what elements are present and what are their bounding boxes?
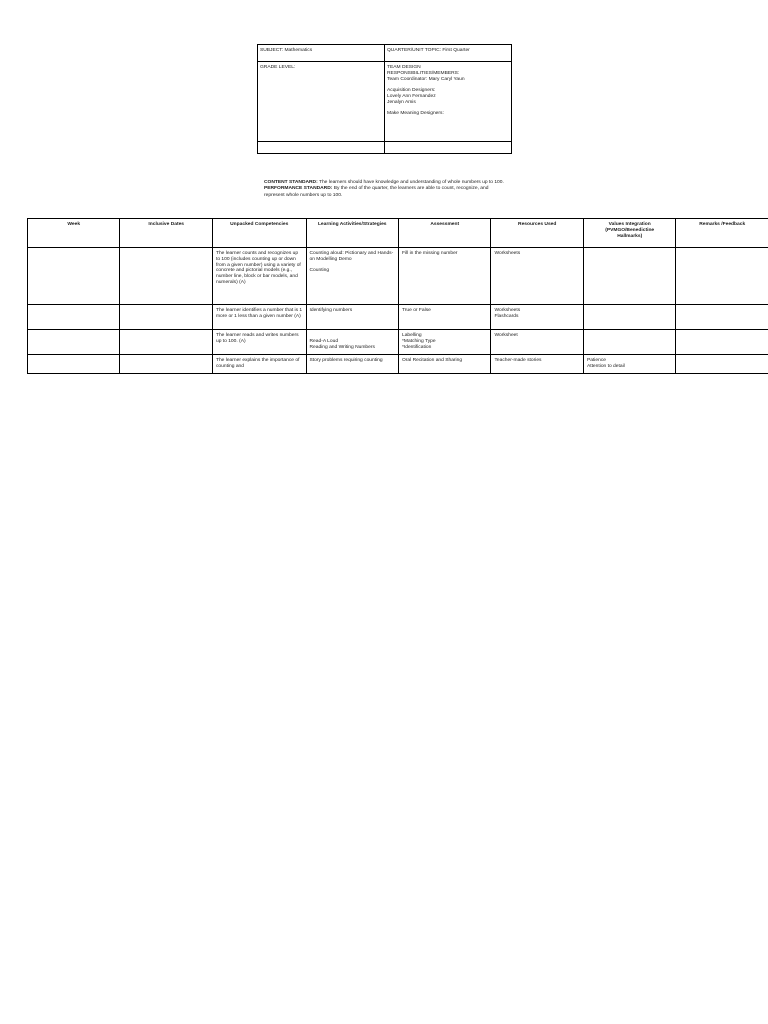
table-cell: Read-A Loud Reading and Writing Numbers [306,330,398,355]
table-cell [583,305,675,330]
table-cell [120,305,212,330]
curriculum-map-table [27,218,768,374]
table-header-row [28,219,768,248]
table-cell: The learner reads and writes numbers up to 100. (A) [212,330,306,355]
table-cell: The learner explains the importance of counting and [212,355,306,374]
table-cell: Oral Recitation and Sharing [398,355,490,374]
table-cell: Worksheets Flashcards [491,305,583,330]
table-cell [676,330,768,355]
table-row [28,305,768,330]
table-cell: The learner identifies a number that is 1 more or 1 less than a given number (A) [212,305,306,330]
header-inclusive-dates: Inclusive Dates [120,219,212,248]
header-remarks-feedback: Remarks /Feedback [676,219,768,248]
header-unpacked-competencies: Unpacked Competencies [212,219,306,248]
table-cell [120,330,212,355]
table-cell: Story problems requiring counting [306,355,398,374]
table-cell: Worksheets [491,248,583,305]
table-cell [583,248,675,305]
empty-cell [258,142,385,154]
performance-standard-label: PERFORMANCE STANDARD: [264,186,333,192]
table-cell [28,305,120,330]
quarter-cell: QUARTER/UNIT TOPIC: First Quarter [385,45,512,62]
table-row [28,248,768,305]
table-cell [28,248,120,305]
team-cell: TEAM DESIGN RESPONSIBILITIES/MEMBERS: Team Coordinator: Mary Caryl Yaun Acquisition Designers: Lovely Ann Fernandez Jenalyn Amis Make Meaning Designers: [385,62,512,142]
table-cell [676,305,768,330]
empty-cell [385,142,512,154]
table-cell [28,330,120,355]
grade-level-cell: GRADE LEVEL: [258,62,385,142]
table-cell: Teacher-made stories [491,355,583,374]
table-row [28,355,768,374]
content-standard-text: The learners should have knowledge and understanding of whole numbers up to 100. [317,180,504,185]
table-cell [120,248,212,305]
table-cell: Identifying numbers [306,305,398,330]
table-cell [583,330,675,355]
header-info-table [257,44,512,154]
table-cell [676,355,768,374]
table-cell: Fill in the missing number [398,248,490,305]
header-learning-activities: Learning Activities/Strategies [306,219,398,248]
header-values-integration: Values Integration (PVMGO/Benedictine Hallmarks) [583,219,675,248]
header-resources-used: Resources Used [491,219,583,248]
table-cell: Worksheet [491,330,583,355]
table-cell [676,248,768,305]
performance-standard-text: By the end of the quarter, the learners are able to count, recognize, and represent whole numbers up to 100. [264,186,489,198]
table-cell: Patience Attention to detail [583,355,675,374]
header-week: Week [28,219,120,248]
content-standard-label: CONTENT STANDARD: [264,180,318,185]
table-row [28,330,768,355]
standards-block [264,180,504,199]
table-cell: Counting aloud: Pictionary and Hands- on Modelling Demo Counting [306,248,398,305]
performance-standard [264,186,504,199]
table-cell: True or False [398,305,490,330]
header-assessment: Assessment [398,219,490,248]
table-cell: Labelling *Matching Type *Identification [398,330,490,355]
table-cell: The learner counts and recognizes up to 100 (includes counting up or down from a given number) using a variety of concrete and pictorial models (e.g., number line, block or bar models, and numerals) (A) [212,248,306,305]
table-cell [28,355,120,374]
subject-cell: SUBJECT: Mathematics [258,45,385,62]
table-cell [120,355,212,374]
